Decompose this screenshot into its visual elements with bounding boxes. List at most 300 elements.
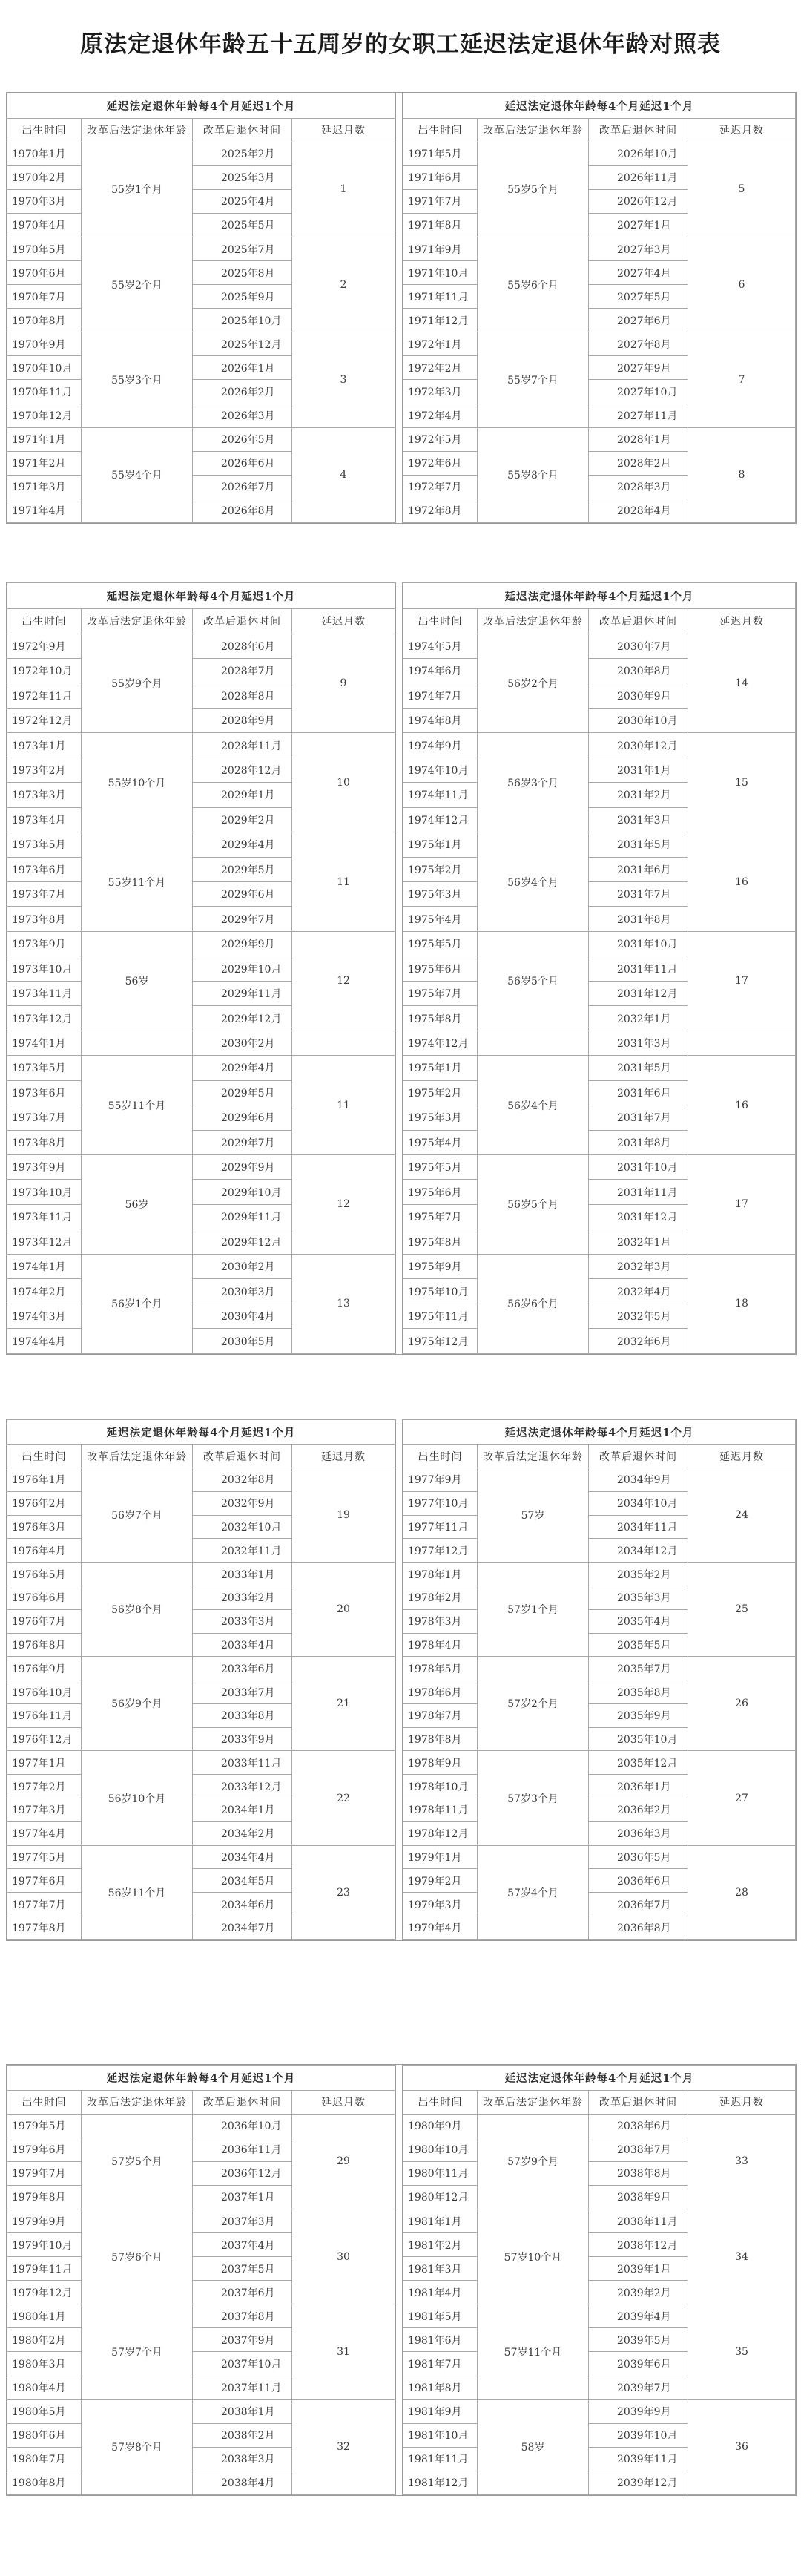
birth-date-cell: 1978年8月	[403, 1727, 478, 1751]
birth-date-cell: 1979年2月	[403, 1869, 478, 1893]
table-caption: 延迟法定退休年龄每4个月延迟1个月	[7, 583, 395, 609]
retirement-date-cell: 2038年6月	[589, 2114, 688, 2138]
header-row	[403, 1445, 796, 1468]
birth-date-cell: 1970年12月	[7, 404, 82, 427]
birth-date-cell: 1981年7月	[403, 2352, 478, 2376]
table-divider	[395, 582, 403, 1354]
retire-header: 改革后退休时间	[589, 1445, 688, 1468]
birth-date-cell: 1977年3月	[7, 1798, 82, 1822]
header-row	[403, 118, 796, 142]
delay-months-cell: 11	[292, 1056, 395, 1155]
birth-date-cell: 1980年3月	[7, 2352, 82, 2376]
retirement-date-cell: 2026年8月	[193, 499, 292, 522]
birth-date-cell: 1972年4月	[403, 404, 478, 427]
birth-date-cell: 1975年7月	[403, 981, 478, 1005]
retirement-date-cell: 2032年8月	[193, 1468, 292, 1492]
birth-date-cell: 1978年11月	[403, 1798, 478, 1822]
retirement-date-cell: 2033年12月	[193, 1775, 292, 1798]
birth-date-cell: 1973年11月	[7, 981, 82, 1005]
retirement-date-cell: 2039年2月	[589, 2281, 688, 2304]
table-row	[7, 931, 395, 956]
retirement-date-cell: 2035年8月	[589, 1680, 688, 1704]
birth-date-cell: 1974年4月	[7, 1329, 82, 1354]
table-row	[403, 2399, 796, 2423]
age-header: 改革后法定退休年龄	[82, 2090, 193, 2114]
birth-date-cell: 1971年10月	[403, 261, 478, 285]
table-row	[403, 1056, 796, 1080]
birth-date-cell: 1973年10月	[7, 1180, 82, 1204]
birth-date-cell: 1970年1月	[7, 142, 82, 165]
birth-date-cell: 1981年4月	[403, 2281, 478, 2304]
retirement-age-cell	[82, 1031, 193, 1055]
table-row	[7, 634, 395, 658]
retirement-date-cell: 2029年5月	[193, 1080, 292, 1105]
table-row	[403, 634, 796, 658]
delay-header: 延迟月数	[292, 1445, 395, 1468]
retirement-date-cell: 2025年2月	[193, 142, 292, 165]
retirement-date-cell: 2030年12月	[589, 733, 688, 758]
birth-date-cell: 1975年7月	[403, 1204, 478, 1229]
retirement-date-cell: 2037年10月	[193, 2352, 292, 2376]
birth-date-cell: 1980年6月	[7, 2423, 82, 2447]
retirement-date-cell: 2031年12月	[589, 981, 688, 1005]
retirement-date-cell: 2025年9月	[193, 285, 292, 309]
caption-row	[403, 93, 796, 119]
header-row	[7, 2090, 395, 2114]
header-row	[7, 118, 395, 142]
retirement-table	[7, 582, 395, 1354]
birth-date-cell: 1974年7月	[403, 683, 478, 708]
birth-date-cell: 1972年3月	[403, 380, 478, 404]
table-right	[403, 1419, 796, 1940]
retirement-table	[403, 2065, 796, 2495]
retirement-age-cell: 56岁9个月	[82, 1657, 193, 1751]
retirement-date-cell: 2028年8月	[193, 683, 292, 708]
retirement-age-cell: 56岁5个月	[478, 931, 589, 1031]
delay-months-cell: 7	[688, 332, 796, 427]
table-section-1	[6, 92, 797, 524]
table-row	[7, 1056, 395, 1080]
retirement-date-cell: 2031年7月	[589, 1105, 688, 1130]
retirement-age-cell: 57岁3个月	[478, 1751, 589, 1845]
retirement-date-cell: 2028年4月	[589, 499, 688, 522]
delay-months-cell: 11	[292, 832, 395, 932]
birth-date-cell: 1971年7月	[403, 189, 478, 213]
retirement-date-cell: 2036年3月	[589, 1821, 688, 1845]
delay-months-cell: 12	[292, 931, 395, 1031]
delay-months-cell: 17	[688, 1155, 796, 1255]
birth-date-cell: 1981年5月	[403, 2304, 478, 2328]
birth-date-cell: 1974年11月	[403, 783, 478, 807]
table-row	[403, 2304, 796, 2328]
birth-date-cell: 1973年7月	[7, 1105, 82, 1130]
retirement-date-cell: 2030年10月	[589, 708, 688, 732]
caption-row	[403, 583, 796, 609]
retirement-date-cell: 2038年12月	[589, 2233, 688, 2257]
table-section-4	[6, 2064, 797, 2496]
retirement-date-cell: 2029年6月	[193, 882, 292, 907]
delay-header: 延迟月数	[688, 1445, 796, 1468]
retirement-date-cell: 2036年2月	[589, 1798, 688, 1822]
birth-date-cell: 1973年5月	[7, 1056, 82, 1080]
retirement-date-cell: 2033年7月	[193, 1680, 292, 1704]
retirement-date-cell: 2037年9月	[193, 2328, 292, 2352]
retirement-table	[7, 1419, 395, 1940]
birth-date-cell: 1972年1月	[403, 332, 478, 356]
caption-row	[7, 2066, 395, 2091]
birth-date-cell: 1976年3月	[7, 1515, 82, 1539]
table-row	[403, 332, 796, 356]
retirement-age-cell: 56岁3个月	[478, 733, 589, 832]
retirement-age-cell: 56岁4个月	[478, 1056, 589, 1155]
table-divider	[395, 1419, 403, 1940]
birth-date-cell: 1971年4月	[7, 499, 82, 522]
birth-date-cell: 1977年9月	[403, 1468, 478, 1492]
retirement-age-cell: 55岁5个月	[478, 142, 589, 237]
delay-header: 延迟月数	[292, 609, 395, 634]
birth-date-cell: 1975年9月	[403, 1254, 478, 1278]
birth-date-cell: 1976年8月	[7, 1633, 82, 1657]
retirement-age-cell: 56岁2个月	[478, 634, 589, 733]
retirement-date-cell: 2031年6月	[589, 857, 688, 881]
birth-date-cell: 1974年3月	[7, 1304, 82, 1328]
birth-date-cell: 1979年10月	[7, 2233, 82, 2257]
retirement-age-cell: 57岁1个月	[478, 1563, 589, 1657]
birth-date-cell: 1979年11月	[7, 2257, 82, 2281]
retirement-date-cell: 2037年11月	[193, 2376, 292, 2399]
retirement-date-cell: 2036年1月	[589, 1775, 688, 1798]
retirement-date-cell: 2027年9月	[589, 356, 688, 380]
retirement-age-cell: 55岁9个月	[82, 634, 193, 733]
birth-date-cell: 1975年4月	[403, 1130, 478, 1154]
retirement-date-cell: 2032年3月	[589, 1254, 688, 1278]
birth-date-cell: 1972年8月	[403, 499, 478, 522]
table-row	[403, 1254, 796, 1278]
age-header: 改革后法定退休年龄	[478, 1445, 589, 1468]
birth-date-cell: 1975年2月	[403, 857, 478, 881]
table-caption: 延迟法定退休年龄每4个月延迟1个月	[403, 2066, 796, 2091]
birth-date-cell: 1978年4月	[403, 1633, 478, 1657]
retirement-age-cell: 56岁8个月	[82, 1563, 193, 1657]
birth-date-cell: 1981年3月	[403, 2257, 478, 2281]
retirement-date-cell: 2033年1月	[193, 1563, 292, 1586]
retirement-age-cell: 57岁8个月	[82, 2399, 193, 2494]
retirement-date-cell: 2032年10月	[193, 1515, 292, 1539]
birth-date-cell: 1973年6月	[7, 857, 82, 881]
retirement-date-cell: 2031年8月	[589, 1130, 688, 1154]
retirement-date-cell: 2025年5月	[193, 213, 292, 237]
delay-months-cell: 12	[292, 1155, 395, 1255]
retire-header: 改革后退休时间	[193, 2090, 292, 2114]
caption-row	[403, 1420, 796, 1445]
birth-header: 出生时间	[7, 1445, 82, 1468]
retirement-date-cell: 2038年11月	[589, 2209, 688, 2233]
retirement-age-cell: 56岁6个月	[478, 1254, 589, 1353]
retirement-date-cell: 2030年2月	[193, 1031, 292, 1055]
retirement-date-cell: 2033年3月	[193, 1609, 292, 1633]
delay-months-cell: 31	[292, 2304, 395, 2399]
retirement-date-cell: 2031年5月	[589, 832, 688, 857]
table-left	[7, 93, 395, 523]
birth-date-cell: 1979年6月	[7, 2138, 82, 2161]
retirement-date-cell: 2039年7月	[589, 2376, 688, 2399]
birth-date-cell: 1979年9月	[7, 2209, 82, 2233]
retirement-date-cell: 2035年3月	[589, 1586, 688, 1609]
retirement-date-cell: 2030年8月	[589, 658, 688, 683]
birth-date-cell: 1977年2月	[7, 1775, 82, 1798]
delay-months-cell: 27	[688, 1751, 796, 1845]
retirement-date-cell: 2034年10月	[589, 1491, 688, 1515]
retirement-date-cell: 2034年6月	[193, 1893, 292, 1916]
birth-date-cell: 1970年5月	[7, 237, 82, 261]
retirement-date-cell: 2029年9月	[193, 931, 292, 956]
birth-date-cell: 1974年1月	[7, 1254, 82, 1278]
retirement-age-cell: 55岁11个月	[82, 1056, 193, 1155]
birth-date-cell: 1976年4月	[7, 1539, 82, 1563]
birth-date-cell: 1971年2月	[7, 451, 82, 475]
retirement-date-cell: 2030年5月	[193, 1329, 292, 1354]
birth-date-cell: 1980年10月	[403, 2138, 478, 2161]
retirement-age-cell: 57岁4个月	[478, 1845, 589, 1939]
birth-date-cell: 1981年9月	[403, 2399, 478, 2423]
birth-date-cell: 1972年2月	[403, 356, 478, 380]
birth-date-cell: 1981年8月	[403, 2376, 478, 2399]
birth-date-cell: 1977年4月	[7, 1821, 82, 1845]
retirement-date-cell: 2029年5月	[193, 857, 292, 881]
retirement-date-cell: 2026年2月	[193, 380, 292, 404]
birth-date-cell: 1973年12月	[7, 1229, 82, 1254]
birth-date-cell: 1976年9月	[7, 1657, 82, 1680]
birth-date-cell: 1970年3月	[7, 189, 82, 213]
birth-date-cell: 1972年12月	[7, 708, 82, 732]
delay-months-cell: 15	[688, 733, 796, 832]
birth-date-cell: 1978年9月	[403, 1751, 478, 1775]
birth-date-cell: 1970年11月	[7, 380, 82, 404]
retirement-date-cell: 2031年10月	[589, 1155, 688, 1180]
birth-date-cell: 1973年9月	[7, 1155, 82, 1180]
birth-date-cell: 1975年5月	[403, 1155, 478, 1180]
birth-date-cell: 1974年8月	[403, 708, 478, 732]
page-title: 原法定退休年龄五十五周岁的女职工延迟法定退休年龄对照表	[80, 31, 721, 58]
delay-months-cell: 6	[688, 237, 796, 332]
birth-date-cell: 1979年5月	[7, 2114, 82, 2138]
retirement-date-cell: 2035年7月	[589, 1657, 688, 1680]
delay-months-cell	[688, 1031, 796, 1055]
header-row	[403, 2090, 796, 2114]
birth-date-cell: 1976年12月	[7, 1727, 82, 1751]
retirement-age-cell: 57岁6个月	[82, 2209, 193, 2304]
delay-months-cell: 14	[688, 634, 796, 733]
retire-header: 改革后退休时间	[589, 118, 688, 142]
age-header: 改革后法定退休年龄	[478, 118, 589, 142]
birth-date-cell: 1974年10月	[403, 758, 478, 782]
birth-date-cell: 1980年1月	[7, 2304, 82, 2328]
birth-date-cell: 1974年2月	[7, 1279, 82, 1304]
delay-months-cell: 30	[292, 2209, 395, 2304]
table-row	[7, 2399, 395, 2423]
retirement-date-cell: 2031年11月	[589, 1180, 688, 1204]
retirement-date-cell: 2025年8月	[193, 261, 292, 285]
delay-months-cell: 3	[292, 332, 395, 427]
birth-date-cell: 1976年7月	[7, 1609, 82, 1633]
delay-header: 延迟月数	[292, 2090, 395, 2114]
delay-months-cell: 35	[688, 2304, 796, 2399]
table-row	[7, 1155, 395, 1180]
retirement-date-cell: 2027年5月	[589, 285, 688, 309]
retirement-age-cell: 55岁2个月	[82, 237, 193, 332]
birth-date-cell: 1973年9月	[7, 931, 82, 956]
table-left	[7, 582, 395, 1354]
retirement-age-cell: 57岁2个月	[478, 1657, 589, 1751]
age-header: 改革后法定退休年龄	[82, 609, 193, 634]
retirement-age-cell: 56岁1个月	[82, 1254, 193, 1353]
birth-date-cell: 1977年1月	[7, 1751, 82, 1775]
birth-date-cell: 1975年3月	[403, 882, 478, 907]
retirement-date-cell: 2036年6月	[589, 1869, 688, 1893]
birth-date-cell: 1973年6月	[7, 1080, 82, 1105]
retire-header: 改革后退休时间	[193, 609, 292, 634]
retirement-date-cell: 2026年11月	[589, 165, 688, 189]
retirement-date-cell: 2038年2月	[193, 2423, 292, 2447]
birth-date-cell: 1973年8月	[7, 907, 82, 931]
delay-months-cell: 36	[688, 2399, 796, 2494]
birth-date-cell: 1975年2月	[403, 1080, 478, 1105]
retirement-age-cell: 56岁7个月	[82, 1468, 193, 1563]
retirement-date-cell: 2037年1月	[193, 2185, 292, 2209]
delay-months-cell: 8	[688, 427, 796, 522]
table-caption: 延迟法定退休年龄每4个月延迟1个月	[403, 1420, 796, 1445]
birth-header: 出生时间	[7, 609, 82, 634]
birth-date-cell: 1976年10月	[7, 1680, 82, 1704]
delay-months-cell: 2	[292, 237, 395, 332]
retirement-date-cell: 2031年11月	[589, 956, 688, 981]
retirement-date-cell: 2036年10月	[193, 2114, 292, 2138]
delay-header: 延迟月数	[688, 118, 796, 142]
retirement-age-cell: 58岁	[478, 2399, 589, 2494]
retirement-date-cell: 2029年4月	[193, 1056, 292, 1080]
retirement-date-cell: 2031年6月	[589, 1080, 688, 1105]
retirement-date-cell: 2026年1月	[193, 356, 292, 380]
table-row	[403, 1845, 796, 1869]
retirement-date-cell: 2028年9月	[193, 708, 292, 732]
retirement-date-cell: 2029年10月	[193, 1180, 292, 1204]
retirement-date-cell: 2035年4月	[589, 1609, 688, 1633]
retirement-date-cell: 2035年5月	[589, 1633, 688, 1657]
retirement-date-cell: 2039年11月	[589, 2447, 688, 2471]
birth-date-cell: 1975年11月	[403, 1304, 478, 1328]
retirement-date-cell: 2028年7月	[193, 658, 292, 683]
birth-date-cell: 1977年7月	[7, 1893, 82, 1916]
birth-date-cell: 1978年12月	[403, 1821, 478, 1845]
retirement-age-cell: 55岁8个月	[478, 427, 589, 522]
table-row	[7, 1563, 395, 1586]
birth-header: 出生时间	[403, 2090, 478, 2114]
retire-header: 改革后退休时间	[589, 609, 688, 634]
retirement-date-cell: 2026年7月	[193, 475, 292, 499]
birth-date-cell: 1975年4月	[403, 907, 478, 931]
birth-date-cell: 1975年6月	[403, 1180, 478, 1204]
retirement-date-cell: 2037年6月	[193, 2281, 292, 2304]
birth-date-cell: 1980年12月	[403, 2185, 478, 2209]
table-row	[7, 1751, 395, 1775]
birth-date-cell: 1970年10月	[7, 356, 82, 380]
birth-header: 出生时间	[7, 2090, 82, 2114]
birth-date-cell: 1978年2月	[403, 1586, 478, 1609]
retirement-age-cell: 56岁	[82, 931, 193, 1031]
retirement-date-cell: 2029年12月	[193, 1006, 292, 1031]
table-right	[403, 582, 796, 1354]
birth-date-cell: 1979年8月	[7, 2185, 82, 2209]
birth-date-cell: 1979年12月	[7, 2281, 82, 2304]
retirement-age-cell: 55岁7个月	[478, 332, 589, 427]
table-row	[403, 142, 796, 165]
retirement-date-cell: 2034年5月	[193, 1869, 292, 1893]
birth-date-cell: 1978年3月	[403, 1609, 478, 1633]
birth-date-cell: 1973年10月	[7, 956, 82, 981]
birth-date-cell: 1971年8月	[403, 213, 478, 237]
retirement-age-cell: 56岁4个月	[478, 832, 589, 932]
birth-date-cell: 1978年1月	[403, 1563, 478, 1586]
delay-months-cell: 5	[688, 142, 796, 237]
retirement-date-cell: 2032年1月	[589, 1229, 688, 1254]
birth-date-cell: 1973年7月	[7, 882, 82, 907]
delay-months-cell: 32	[292, 2399, 395, 2494]
retirement-table	[7, 2065, 395, 2495]
table-row	[7, 2114, 395, 2138]
delay-months-cell: 10	[292, 733, 395, 832]
retirement-date-cell: 2030年4月	[193, 1304, 292, 1328]
retirement-date-cell: 2033年4月	[193, 1633, 292, 1657]
retirement-date-cell: 2034年12月	[589, 1539, 688, 1563]
birth-date-cell: 1975年8月	[403, 1006, 478, 1031]
age-header: 改革后法定退休年龄	[478, 609, 589, 634]
retirement-date-cell: 2031年1月	[589, 758, 688, 782]
birth-date-cell: 1981年10月	[403, 2423, 478, 2447]
table-caption: 延迟法定退休年龄每4个月延迟1个月	[7, 1420, 395, 1445]
retirement-date-cell: 2038年3月	[193, 2447, 292, 2471]
birth-date-cell: 1970年7月	[7, 285, 82, 309]
table-row	[403, 931, 796, 956]
delay-months-cell: 16	[688, 832, 796, 932]
retirement-table	[403, 582, 796, 1354]
retirement-date-cell: 2034年4月	[193, 1845, 292, 1869]
retirement-date-cell: 2026年12月	[589, 189, 688, 213]
table-row	[7, 1657, 395, 1680]
retirement-date-cell: 2031年8月	[589, 907, 688, 931]
retirement-age-cell	[478, 1031, 589, 1055]
retirement-date-cell: 2033年8月	[193, 1703, 292, 1727]
delay-months-cell: 22	[292, 1751, 395, 1845]
header-row	[7, 609, 395, 634]
birth-date-cell: 1977年6月	[7, 1869, 82, 1893]
birth-date-cell: 1971年6月	[403, 165, 478, 189]
delay-months-cell: 19	[292, 1468, 395, 1563]
retirement-date-cell: 2031年2月	[589, 783, 688, 807]
retirement-age-cell: 57岁7个月	[82, 2304, 193, 2399]
retirement-date-cell: 2025年12月	[193, 332, 292, 356]
birth-date-cell: 1974年1月	[7, 1031, 82, 1055]
table-divider	[395, 2065, 403, 2495]
retirement-date-cell: 2028年2月	[589, 451, 688, 475]
retirement-date-cell: 2033年9月	[193, 1727, 292, 1751]
retirement-date-cell: 2026年10月	[589, 142, 688, 165]
birth-date-cell: 1972年7月	[403, 475, 478, 499]
birth-date-cell: 1971年12月	[403, 309, 478, 332]
retirement-age-cell: 57岁	[478, 1468, 589, 1563]
retirement-date-cell: 2027年8月	[589, 332, 688, 356]
delay-months-cell: 16	[688, 1056, 796, 1155]
retire-header: 改革后退休时间	[589, 2090, 688, 2114]
